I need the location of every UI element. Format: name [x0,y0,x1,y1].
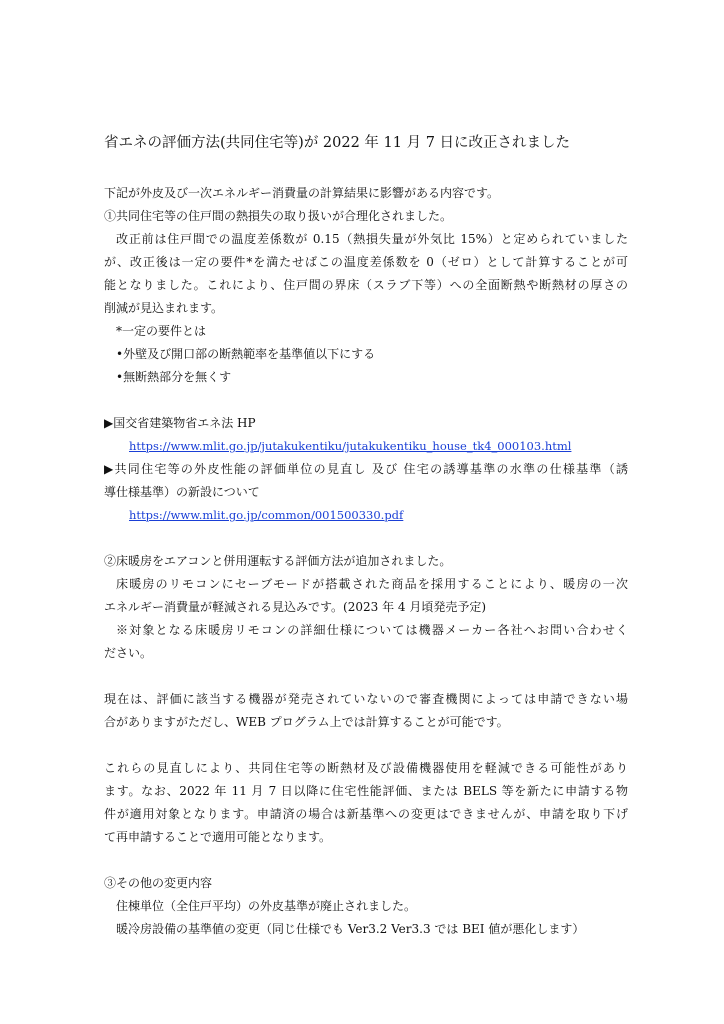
section2-paragraph-line: 床暖房のリモコンにセーブモードが搭載された商品を採用することにより、暖房の一次 [116,577,628,591]
mlit-hp-link[interactable]: https://www.mlit.go.jp/jutakukentiku/jutakukentiku_house_tk4_000103.html [129,439,572,453]
section2-heading: ②床暖房をエアコンと併用運転する評価方法が追加されました。 [104,554,452,568]
blank-line [104,849,628,872]
link1-row [104,435,628,458]
section3-heading: ③その他の変更内容 [104,876,213,890]
requirement-item: •無断熱部分を無くす [116,370,232,384]
section1-heading: ①共同住宅等の住戸間の熱損失の取り扱いが合理化されました。 [104,209,453,223]
section2-note-line: ださい。 [104,646,153,660]
section2-paragraph-line: エネルギー消費量が軽減される見込みです。(2023 年 4 月頃発売予定) [104,600,487,614]
revision-line: て再申請することで適用可能となります。 [104,830,332,844]
intro-text: 下記が外皮及び一次エネルギー消費量の計算結果に影響がある内容です。 [104,186,500,200]
link1-label: ▶国交省建築物省エネ法 HP [104,416,256,430]
blank-line [104,665,628,688]
link2-row [104,504,628,527]
current-status-line: 合がありますがただし、WEB プログラム上では計算することが可能です。 [104,715,509,729]
document-title: 省エネの評価方法(共同住宅等)が 2022 年 11 月 7 日に改正されました [104,135,571,151]
blank-line [104,389,628,412]
section1-paragraph-line: 削減が見込まれます。 [104,301,224,315]
section2-note-line: ※対象となる床暖房リモコンの詳細仕様については機器メーカー各社へお問い合わせく [116,623,628,637]
revision-line: これらの見直しにより、共同住宅等の断熱材及び設備機器使用を軽減できる可能性があり [104,761,628,775]
requirements-title: *一定の要件とは [116,324,207,338]
document-body [104,182,628,941]
revision-line: 件が適用対象となります。申請済の場合は新基準への変更はできませんが、申請を取り下げ [104,807,628,821]
link2-label: ▶共同住宅等の外皮性能の評価単位の見直し 及び 住宅の誘導基準の水準の仕様基準（誘 [104,462,628,476]
section1-paragraph-line: が、改正後は一定の要件*を満たせばこの温度差係数を 0（ゼロ）として計算することが可 [104,255,628,269]
link2-label: 導仕様基準）の新設について [104,485,260,499]
blank-line [104,527,628,550]
blank-line [104,734,628,757]
section3-item: 住棟単位（全住戸平均）の外皮基準が廃止されました。 [116,899,417,913]
current-status-line: 現在は、評価に該当する機器が発売されていないので審査機関によっては申請できない場 [104,692,628,706]
requirement-item: •外壁及び開口部の断熱範率を基準値以下にする [116,347,376,361]
section1-paragraph-line: 能となりました。これにより、住戸間の界床（スラブ下等）への全面断熱や断熱材の厚さの [104,278,628,292]
mlit-pdf-link[interactable]: https://www.mlit.go.jp/common/001500330.pdf [129,508,404,522]
revision-line: ます。なお、2022 年 11 月 7 日以降に住宅性能評価、または BELS 等を新たに申請する物 [104,784,628,798]
section3-item: 暖冷房設備の基準値の変更（同じ仕様でも Ver3.2 Ver3.3 では BEI 値が悪化します） [116,922,585,936]
section1-paragraph-line: 改正前は住戸間での温度差係数が 0.15（熱損失量が外気比 15%）と定められていました [116,232,628,246]
